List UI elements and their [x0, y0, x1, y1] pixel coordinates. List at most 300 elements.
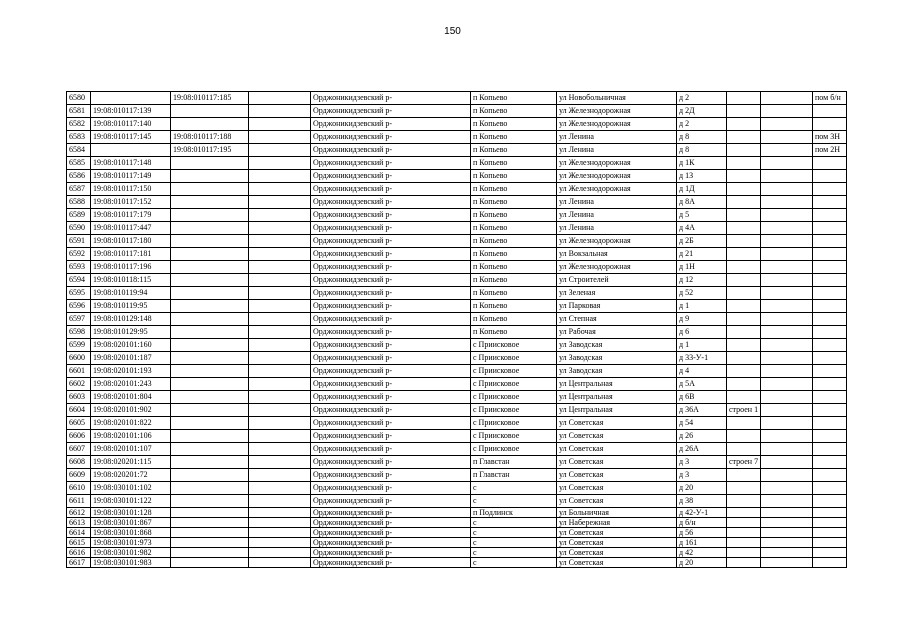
settlement-cell: п Подлинск	[471, 508, 557, 518]
premises-cell	[813, 417, 847, 430]
district-cell: Орджоникидзевский р-	[311, 261, 471, 274]
cadastral-number-cell: 19:08:020201:115	[91, 456, 171, 469]
house-cell: д 54	[677, 417, 727, 430]
house-cell: д 1	[677, 339, 727, 352]
district-cell: Орджоникидзевский р-	[311, 300, 471, 313]
district-cell: Орджоникидзевский р-	[311, 131, 471, 144]
house-cell: д 8	[677, 144, 727, 157]
street-cell: ул Советская	[557, 495, 677, 508]
table-row	[67, 378, 847, 391]
table-row	[67, 404, 847, 417]
district-cell: Орджоникидзевский р-	[311, 528, 471, 538]
extra-column-2-cell	[761, 235, 813, 248]
table-row	[67, 456, 847, 469]
cadastral-number-cell: 19:08:030101:982	[91, 548, 171, 558]
table-row	[67, 430, 847, 443]
extra-column-2-cell	[761, 352, 813, 365]
building-cell	[727, 105, 761, 118]
cadastral-number-cell	[91, 144, 171, 157]
table-row	[67, 469, 847, 482]
row-number-cell: 6592	[67, 248, 91, 261]
premises-cell	[813, 313, 847, 326]
row-number-cell: 6607	[67, 443, 91, 456]
district-cell: Орджоникидзевский р-	[311, 209, 471, 222]
extra-column-2-cell	[761, 92, 813, 105]
building-cell	[727, 196, 761, 209]
building-cell	[727, 443, 761, 456]
settlement-cell: с	[471, 558, 557, 568]
row-number-cell: 6603	[67, 391, 91, 404]
extra-column-cell	[249, 443, 311, 456]
table-row	[67, 482, 847, 495]
settlement-cell: п Копьево	[471, 157, 557, 170]
building-cell	[727, 430, 761, 443]
table-row	[67, 518, 847, 528]
building-cell	[727, 365, 761, 378]
district-cell: Орджоникидзевский р-	[311, 287, 471, 300]
street-cell: ул Железнодорожная	[557, 157, 677, 170]
cadastral-number-cell: 19:08:010117:152	[91, 196, 171, 209]
cadastral-number-secondary-cell	[171, 248, 249, 261]
settlement-cell: п Копьево	[471, 300, 557, 313]
cadastral-number-secondary-cell	[171, 196, 249, 209]
premises-cell	[813, 456, 847, 469]
cadastral-number-cell: 19:08:020101:107	[91, 443, 171, 456]
street-cell: ул Рабочая	[557, 326, 677, 339]
street-cell: ул Степная	[557, 313, 677, 326]
table-row	[67, 508, 847, 518]
district-cell: Орджоникидзевский р-	[311, 518, 471, 528]
extra-column-cell	[249, 352, 311, 365]
building-cell	[727, 417, 761, 430]
cadastral-number-cell: 19:08:010117:140	[91, 118, 171, 131]
settlement-cell: п Копьево	[471, 326, 557, 339]
settlement-cell: п Копьево	[471, 92, 557, 105]
house-cell: д 4А	[677, 222, 727, 235]
settlement-cell: с Приисковое	[471, 391, 557, 404]
extra-column-cell	[249, 339, 311, 352]
cadastral-number-secondary-cell	[171, 222, 249, 235]
extra-column-cell	[249, 365, 311, 378]
district-cell: Орджоникидзевский р-	[311, 326, 471, 339]
cadastral-number-cell: 19:08:020101:187	[91, 352, 171, 365]
table-row	[67, 339, 847, 352]
table-row	[67, 528, 847, 538]
cadastral-number-secondary-cell	[171, 538, 249, 548]
row-number-cell: 6597	[67, 313, 91, 326]
street-cell: ул Советская	[557, 469, 677, 482]
cadastral-number-secondary-cell	[171, 235, 249, 248]
table-row	[67, 157, 847, 170]
table-row	[67, 248, 847, 261]
extra-column-2-cell	[761, 183, 813, 196]
premises-cell	[813, 261, 847, 274]
extra-column-cell	[249, 157, 311, 170]
row-number-cell: 6604	[67, 404, 91, 417]
district-cell: Орджоникидзевский р-	[311, 508, 471, 518]
district-cell: Орджоникидзевский р-	[311, 558, 471, 568]
building-cell	[727, 274, 761, 287]
cadastral-number-cell: 19:08:020101:822	[91, 417, 171, 430]
table-row	[67, 391, 847, 404]
street-cell: ул Железнодорожная	[557, 118, 677, 131]
table-row	[67, 538, 847, 548]
extra-column-2-cell	[761, 105, 813, 118]
extra-column-cell	[249, 508, 311, 518]
district-cell: Орджоникидзевский р-	[311, 417, 471, 430]
building-cell	[727, 518, 761, 528]
street-cell: ул Заводская	[557, 365, 677, 378]
premises-cell	[813, 469, 847, 482]
row-number-cell: 6588	[67, 196, 91, 209]
cadastral-number-secondary-cell	[171, 300, 249, 313]
table-row	[67, 300, 847, 313]
street-cell: ул Заводская	[557, 339, 677, 352]
street-cell: ул Советская	[557, 430, 677, 443]
extra-column-2-cell	[761, 404, 813, 417]
cadastral-number-secondary-cell	[171, 339, 249, 352]
row-number-cell: 6587	[67, 183, 91, 196]
cadastral-number-cell: 19:08:030101:122	[91, 495, 171, 508]
extra-column-2-cell	[761, 482, 813, 495]
street-cell: ул Железнодорожная	[557, 261, 677, 274]
street-cell: ул Железнодорожная	[557, 170, 677, 183]
street-cell: ул Советская	[557, 558, 677, 568]
premises-cell	[813, 209, 847, 222]
district-cell: Орджоникидзевский р-	[311, 495, 471, 508]
extra-column-2-cell	[761, 248, 813, 261]
extra-column-cell	[249, 518, 311, 528]
premises-cell	[813, 518, 847, 528]
house-cell: д 2	[677, 92, 727, 105]
extra-column-2-cell	[761, 456, 813, 469]
extra-column-2-cell	[761, 391, 813, 404]
street-cell: ул Железнодорожная	[557, 235, 677, 248]
cadastral-number-secondary-cell	[171, 417, 249, 430]
extra-column-2-cell	[761, 528, 813, 538]
premises-cell	[813, 287, 847, 300]
district-cell: Орджоникидзевский р-	[311, 183, 471, 196]
building-cell	[727, 144, 761, 157]
house-cell: д 5А	[677, 378, 727, 391]
house-cell: д 6В	[677, 391, 727, 404]
premises-cell	[813, 404, 847, 417]
extra-column-cell	[249, 469, 311, 482]
cadastral-number-cell: 19:08:030101:102	[91, 482, 171, 495]
street-cell: ул Парковая	[557, 300, 677, 313]
cadastral-number-secondary-cell	[171, 528, 249, 538]
street-cell: ул Набережная	[557, 518, 677, 528]
house-cell: д 6	[677, 326, 727, 339]
street-cell: ул Центральная	[557, 391, 677, 404]
row-number-cell: 6600	[67, 352, 91, 365]
cadastral-number-secondary-cell	[171, 287, 249, 300]
extra-column-2-cell	[761, 118, 813, 131]
row-number-cell: 6594	[67, 274, 91, 287]
building-cell	[727, 235, 761, 248]
house-cell: д 20	[677, 482, 727, 495]
street-cell: ул Советская	[557, 538, 677, 548]
house-cell: д 2Б	[677, 235, 727, 248]
row-number-cell: 6598	[67, 326, 91, 339]
district-cell: Орджоникидзевский р-	[311, 157, 471, 170]
settlement-cell: с	[471, 518, 557, 528]
premises-cell	[813, 196, 847, 209]
premises-cell	[813, 365, 847, 378]
street-cell: ул Советская	[557, 417, 677, 430]
extra-column-cell	[249, 456, 311, 469]
building-cell	[727, 378, 761, 391]
cadastral-number-cell: 19:08:010117:150	[91, 183, 171, 196]
premises-cell	[813, 558, 847, 568]
premises-cell	[813, 548, 847, 558]
district-cell: Орджоникидзевский р-	[311, 118, 471, 131]
extra-column-2-cell	[761, 222, 813, 235]
row-number-cell: 6611	[67, 495, 91, 508]
table-row	[67, 352, 847, 365]
premises-cell: пом б/н	[813, 92, 847, 105]
settlement-cell: п Копьево	[471, 313, 557, 326]
house-cell: д 1З	[677, 170, 727, 183]
building-cell	[727, 92, 761, 105]
street-cell: ул Советская	[557, 528, 677, 538]
house-cell: д 1	[677, 300, 727, 313]
extra-column-cell	[249, 105, 311, 118]
table-row	[67, 274, 847, 287]
extra-column-2-cell	[761, 443, 813, 456]
premises-cell	[813, 157, 847, 170]
cadastral-number-cell: 19:08:020101:243	[91, 378, 171, 391]
table-row	[67, 313, 847, 326]
street-cell: ул Зеленая	[557, 287, 677, 300]
cadastral-number-cell: 19:08:010117:447	[91, 222, 171, 235]
house-cell: д 8	[677, 131, 727, 144]
table-row	[67, 92, 847, 105]
premises-cell	[813, 482, 847, 495]
cadastral-number-secondary-cell	[171, 548, 249, 558]
settlement-cell: п Главстан	[471, 456, 557, 469]
settlement-cell: с Приисковое	[471, 339, 557, 352]
table-row	[67, 131, 847, 144]
extra-column-2-cell	[761, 170, 813, 183]
cadastral-number-cell: 19:08:010117:139	[91, 105, 171, 118]
table-row	[67, 558, 847, 568]
building-cell	[727, 157, 761, 170]
district-cell: Орджоникидзевский р-	[311, 430, 471, 443]
extra-column-cell	[249, 144, 311, 157]
cadastral-number-cell: 19:08:010117:149	[91, 170, 171, 183]
extra-column-cell	[249, 378, 311, 391]
cadastral-number-secondary-cell	[171, 482, 249, 495]
table-row	[67, 144, 847, 157]
extra-column-2-cell	[761, 508, 813, 518]
extra-column-cell	[249, 430, 311, 443]
premises-cell	[813, 274, 847, 287]
house-cell: д 1Д	[677, 183, 727, 196]
table-row	[67, 222, 847, 235]
cadastral-number-secondary-cell	[171, 495, 249, 508]
cadastral-number-cell: 19:08:010117:181	[91, 248, 171, 261]
property-registry-table	[66, 91, 847, 568]
house-cell: д 8А	[677, 196, 727, 209]
cadastral-number-cell: 19:08:010117:145	[91, 131, 171, 144]
house-cell: д 42-У-1	[677, 508, 727, 518]
cadastral-number-cell: 19:08:030101:868	[91, 528, 171, 538]
cadastral-number-secondary-cell	[171, 365, 249, 378]
settlement-cell: с Приисковое	[471, 365, 557, 378]
cadastral-number-secondary-cell	[171, 209, 249, 222]
cadastral-number-cell: 19:08:030101:973	[91, 538, 171, 548]
settlement-cell: п Копьево	[471, 287, 557, 300]
street-cell: ул Заводская	[557, 352, 677, 365]
district-cell: Орджоникидзевский р-	[311, 443, 471, 456]
district-cell: Орджоникидзевский р-	[311, 248, 471, 261]
extra-column-2-cell	[761, 548, 813, 558]
extra-column-2-cell	[761, 469, 813, 482]
district-cell: Орджоникидзевский р-	[311, 482, 471, 495]
settlement-cell: п Копьево	[471, 196, 557, 209]
row-number-cell: 6614	[67, 528, 91, 538]
settlement-cell: п Копьево	[471, 261, 557, 274]
district-cell: Орджоникидзевский р-	[311, 196, 471, 209]
district-cell: Орджоникидзевский р-	[311, 235, 471, 248]
cadastral-number-cell: 19:08:010119:95	[91, 300, 171, 313]
cadastral-number-secondary-cell	[171, 274, 249, 287]
settlement-cell: п Копьево	[471, 170, 557, 183]
house-cell: д 161	[677, 538, 727, 548]
premises-cell	[813, 118, 847, 131]
district-cell: Орджоникидзевский р-	[311, 391, 471, 404]
cadastral-number-secondary-cell	[171, 118, 249, 131]
extra-column-cell	[249, 131, 311, 144]
table-row	[67, 170, 847, 183]
cadastral-number-cell: 19:08:020101:106	[91, 430, 171, 443]
building-cell	[727, 170, 761, 183]
cadastral-number-secondary-cell	[171, 430, 249, 443]
house-cell: д 42	[677, 548, 727, 558]
table-row	[67, 287, 847, 300]
premises-cell	[813, 378, 847, 391]
settlement-cell: с Приисковое	[471, 378, 557, 391]
street-cell: ул Центральная	[557, 378, 677, 391]
house-cell: д 26А	[677, 443, 727, 456]
extra-column-cell	[249, 528, 311, 538]
table-row	[67, 443, 847, 456]
street-cell: ул Ленина	[557, 144, 677, 157]
extra-column-cell	[249, 183, 311, 196]
extra-column-cell	[249, 92, 311, 105]
cadastral-number-secondary-cell	[171, 170, 249, 183]
cadastral-number-secondary-cell	[171, 469, 249, 482]
premises-cell: пом 2Н	[813, 144, 847, 157]
building-cell	[727, 222, 761, 235]
district-cell: Орджоникидзевский р-	[311, 404, 471, 417]
settlement-cell: п Копьево	[471, 274, 557, 287]
extra-column-2-cell	[761, 430, 813, 443]
house-cell: д 9	[677, 313, 727, 326]
extra-column-cell	[249, 274, 311, 287]
building-cell	[727, 548, 761, 558]
row-number-cell: 6595	[67, 287, 91, 300]
street-cell: ул Строителей	[557, 274, 677, 287]
street-cell: ул Советская	[557, 548, 677, 558]
premises-cell	[813, 235, 847, 248]
building-cell	[727, 558, 761, 568]
extra-column-cell	[249, 287, 311, 300]
cadastral-number-secondary-cell	[171, 352, 249, 365]
premises-cell	[813, 443, 847, 456]
settlement-cell: п Копьево	[471, 118, 557, 131]
cadastral-number-secondary-cell	[171, 326, 249, 339]
building-cell	[727, 326, 761, 339]
extra-column-cell	[249, 417, 311, 430]
extra-column-cell	[249, 118, 311, 131]
row-number-cell: 6596	[67, 300, 91, 313]
extra-column-2-cell	[761, 417, 813, 430]
extra-column-2-cell	[761, 365, 813, 378]
premises-cell	[813, 430, 847, 443]
row-number-cell: 6593	[67, 261, 91, 274]
table-row	[67, 235, 847, 248]
building-cell	[727, 313, 761, 326]
street-cell: ул Новобольничная	[557, 92, 677, 105]
house-cell: д 3	[677, 456, 727, 469]
table-row	[67, 183, 847, 196]
cadastral-number-secondary-cell	[171, 313, 249, 326]
house-cell: д б/н	[677, 518, 727, 528]
extra-column-cell	[249, 495, 311, 508]
cadastral-number-secondary-cell	[171, 391, 249, 404]
cadastral-number-secondary-cell	[171, 157, 249, 170]
building-cell	[727, 209, 761, 222]
extra-column-cell	[249, 548, 311, 558]
premises-cell	[813, 508, 847, 518]
table-row	[67, 365, 847, 378]
row-number-cell: 6590	[67, 222, 91, 235]
table-row	[67, 495, 847, 508]
extra-column-cell	[249, 222, 311, 235]
row-number-cell: 6589	[67, 209, 91, 222]
row-number-cell: 6609	[67, 469, 91, 482]
cadastral-number-secondary-cell: 19:08:010117:188	[171, 131, 249, 144]
cadastral-number-cell: 19:08:010129:95	[91, 326, 171, 339]
district-cell: Орджоникидзевский р-	[311, 538, 471, 548]
district-cell: Орджоникидзевский р-	[311, 144, 471, 157]
cadastral-number-secondary-cell	[171, 508, 249, 518]
extra-column-2-cell	[761, 300, 813, 313]
cadastral-number-cell: 19:08:020201:72	[91, 469, 171, 482]
settlement-cell: п Копьево	[471, 183, 557, 196]
house-cell: д 56	[677, 528, 727, 538]
building-cell	[727, 300, 761, 313]
house-cell: д 12	[677, 274, 727, 287]
row-number-cell: 6583	[67, 131, 91, 144]
settlement-cell: с Приисковое	[471, 443, 557, 456]
row-number-cell: 6613	[67, 518, 91, 528]
row-number-cell: 6591	[67, 235, 91, 248]
row-number-cell: 6615	[67, 538, 91, 548]
cadastral-number-secondary-cell	[171, 105, 249, 118]
settlement-cell: п Главстан	[471, 469, 557, 482]
settlement-cell: с Приисковое	[471, 352, 557, 365]
building-cell	[727, 261, 761, 274]
extra-column-2-cell	[761, 313, 813, 326]
building-cell	[727, 131, 761, 144]
cadastral-number-cell: 19:08:030101:867	[91, 518, 171, 528]
cadastral-number-secondary-cell: 19:08:010117:195	[171, 144, 249, 157]
table-row	[67, 105, 847, 118]
premises-cell	[813, 528, 847, 538]
